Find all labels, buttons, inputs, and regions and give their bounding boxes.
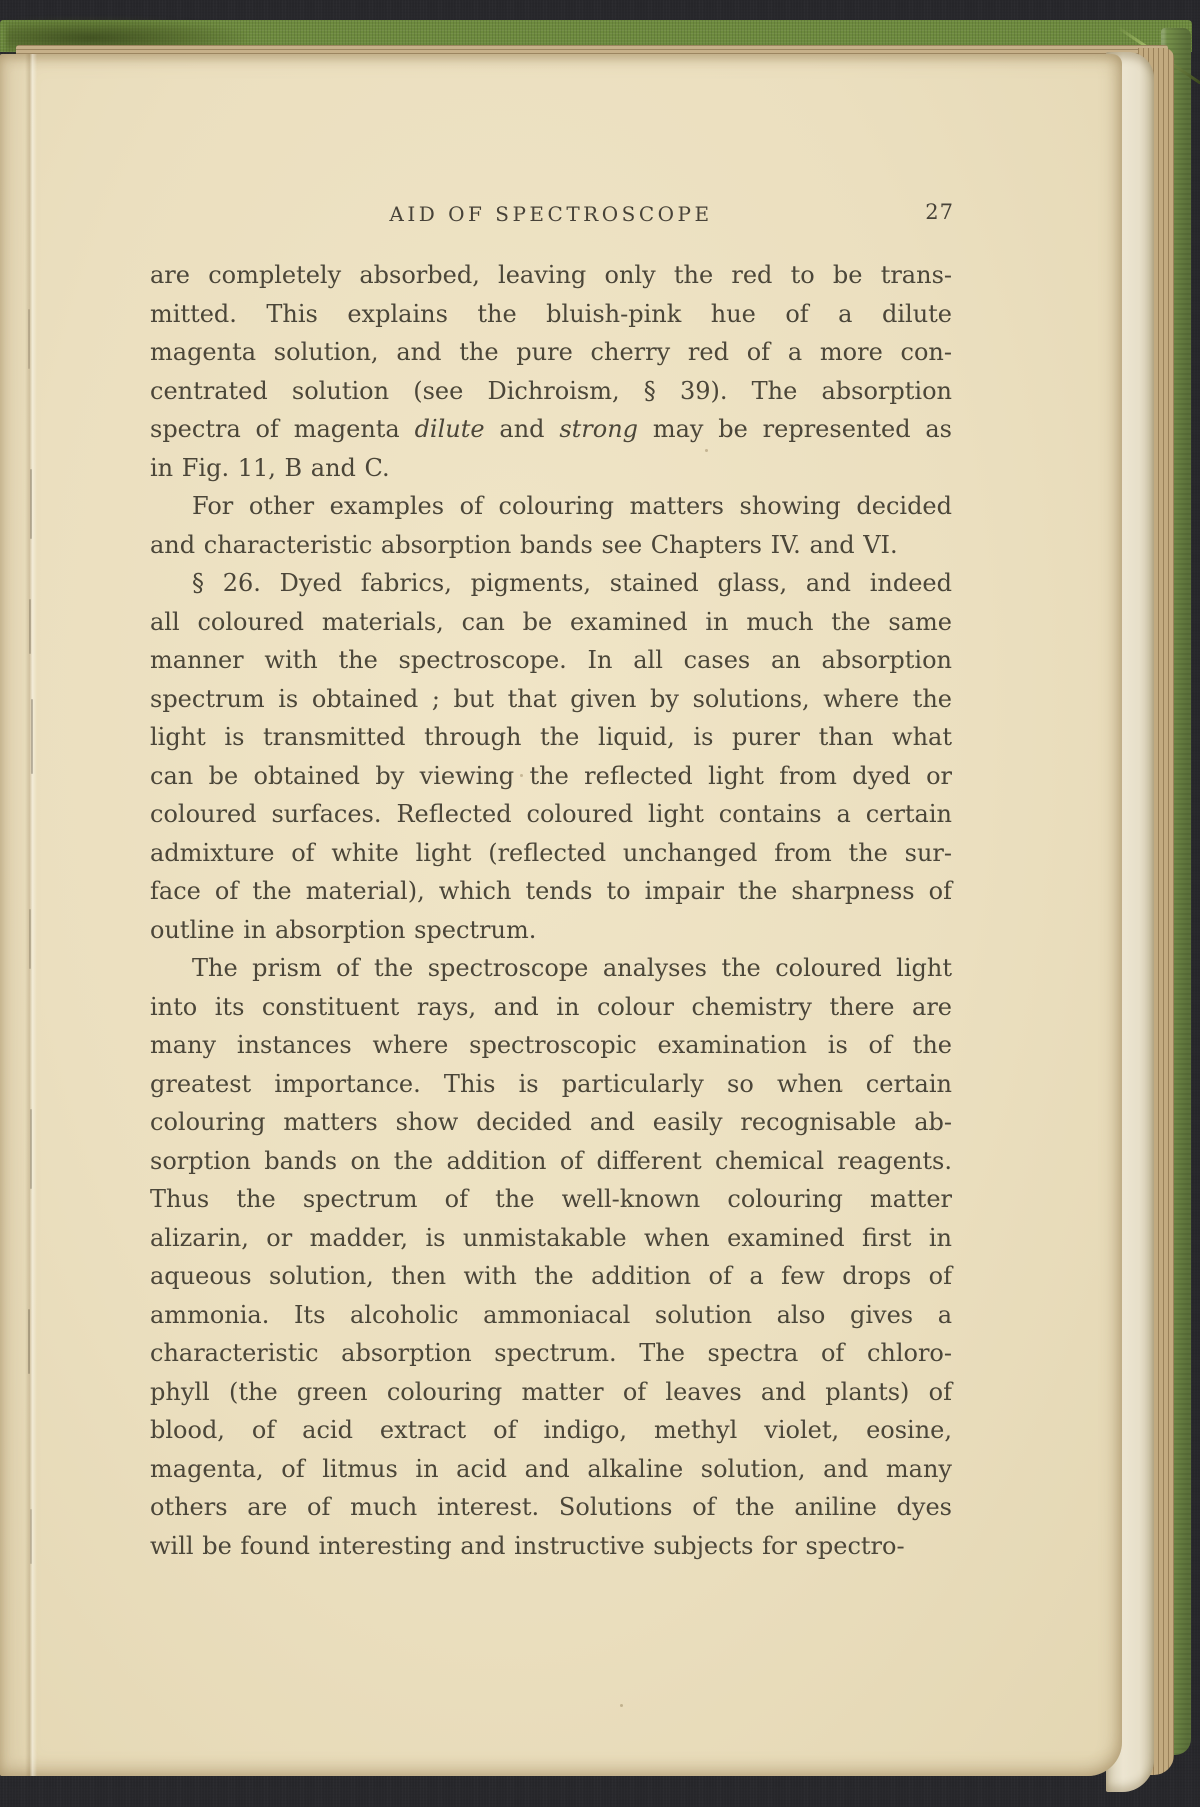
text-line — [150, 256, 952, 295]
text-segment: coloured surfaces. Reflected coloured light contains a certain — [150, 800, 952, 828]
text-segment: sorption bands on the addition of different chemical reagents. — [150, 1146, 952, 1175]
text-line — [150, 487, 952, 526]
text-segment: alizarin, or madder, is unmistakable when examined first in — [150, 1223, 952, 1252]
text-segment: centrated solution (see Dichroism, § 39). The absorption — [150, 376, 952, 405]
text-line — [150, 834, 952, 873]
text-line — [150, 1219, 952, 1258]
text-segment: face of the material), which tends to impair the sharpness of — [150, 877, 952, 905]
italic-text: strong — [559, 415, 639, 443]
text-line — [150, 1142, 952, 1181]
text-segment: spectra of magenta — [150, 415, 415, 443]
text-line — [150, 410, 952, 449]
gutter-shadow-mark — [30, 1109, 32, 1189]
text-segment: and — [484, 415, 560, 443]
text-line — [150, 603, 952, 642]
text-segment: blood, of acid extract of indigo, methyl violet, eosine, — [150, 1416, 952, 1444]
gutter-shadow-mark — [28, 309, 30, 369]
text-line — [150, 449, 952, 488]
text-segment: light is transmitted through the liquid, is purer than what — [150, 723, 952, 751]
text-segment: phyll (the green colouring matter of leaves and plants) of — [150, 1377, 952, 1406]
text-line — [150, 911, 952, 950]
text-line — [150, 757, 952, 796]
text-line — [150, 1527, 952, 1566]
text-segment: ammonia. Its alcoholic ammoniacal solution also gives a — [150, 1300, 952, 1329]
italic-text: dilute — [414, 415, 485, 443]
gutter-shadow-mark — [29, 599, 31, 654]
text-segment: in Fig. 11, B and C. — [150, 453, 390, 482]
text-line — [150, 1103, 952, 1142]
text-line — [150, 795, 952, 834]
text-segment: admixture of white light (reflected unchanged from the sur- — [150, 838, 952, 867]
text-line — [150, 526, 952, 565]
text-line — [150, 1180, 952, 1219]
gutter-shadow-mark — [31, 699, 33, 774]
text-segment: The prism of the spectroscope analyses the coloured light — [192, 954, 952, 982]
text-segment: § 26. Dyed fabrics, pigments, stained glass, and indeed — [192, 569, 952, 597]
gutter-shadow-mark — [30, 1509, 32, 1564]
text-segment: can be obtained by viewing the reflected light from dyed or — [150, 761, 952, 790]
text-segment: into its constituent rays, and in colour chemistry there are — [150, 992, 952, 1021]
text-line — [150, 1450, 952, 1489]
text-line — [150, 295, 952, 334]
text-segment: greatest importance. This is particularly so when certain — [150, 1069, 952, 1098]
text-line — [150, 1296, 952, 1335]
text-line — [150, 718, 952, 757]
text-column — [150, 202, 952, 1565]
text-line — [150, 1373, 952, 1412]
page-header — [150, 202, 952, 242]
body-text — [150, 256, 952, 1565]
text-segment: others are of much interest. Solutions of the aniline dyes — [150, 1493, 952, 1521]
text-segment: all coloured materials, can be examined in much the same — [150, 607, 952, 636]
text-segment: characteristic absorption spectrum. The spectra of chloro- — [150, 1339, 952, 1367]
text-line — [150, 1411, 952, 1450]
text-segment: aqueous solution, then with the addition of a few drops of — [150, 1262, 952, 1290]
text-line — [150, 949, 952, 988]
text-line — [150, 1488, 952, 1527]
gutter-shadow-mark — [29, 909, 31, 969]
text-segment: For other examples of colouring matters showing decided — [192, 492, 952, 520]
gutter-shadow-mark — [30, 469, 32, 539]
text-segment: mitted. This explains the bluish-pink hue of a dilute — [150, 299, 952, 328]
text-line — [150, 1257, 952, 1296]
text-segment: spectrum is obtained ; but that given by solutions, where the — [150, 684, 952, 713]
text-line — [150, 988, 952, 1027]
text-line — [150, 333, 952, 372]
text-segment: will be found interesting and instructive subjects for spectro- — [150, 1531, 905, 1560]
text-line — [150, 1065, 952, 1104]
text-line — [150, 641, 952, 680]
text-line — [150, 680, 952, 719]
running-head: AID OF SPECTROSCOPE — [389, 202, 713, 226]
text-line — [150, 1026, 952, 1065]
text-segment: are completely absorbed, leaving only the red to be trans- — [150, 261, 952, 289]
text-segment: magenta, of litmus in acid and alkaline solution, and many — [150, 1454, 952, 1483]
text-line — [150, 1334, 952, 1373]
page-number: 27 — [925, 200, 954, 224]
text-segment: colouring matters show decided and easily recognisable ab- — [150, 1108, 952, 1136]
text-line — [150, 564, 952, 603]
text-segment: and characteristic absorption bands see Chapters IV. and VI. — [150, 530, 898, 559]
book-page — [0, 54, 1122, 1776]
gutter-shadow-mark — [28, 1309, 30, 1374]
text-segment: Thus the spectrum of the well-known colouring matter — [150, 1185, 952, 1213]
text-segment: outline in absorption spectrum. — [150, 915, 537, 944]
text-segment: magenta solution, and the pure cherry red of a more con- — [150, 338, 952, 366]
text-segment: may be represented as — [638, 415, 953, 443]
text-segment: manner with the spectroscope. In all cases an absorption — [150, 646, 952, 674]
text-line — [150, 872, 952, 911]
text-line — [150, 372, 952, 411]
text-segment: many instances where spectroscopic examination is of the — [150, 1031, 952, 1059]
paper-speck — [620, 1704, 623, 1707]
